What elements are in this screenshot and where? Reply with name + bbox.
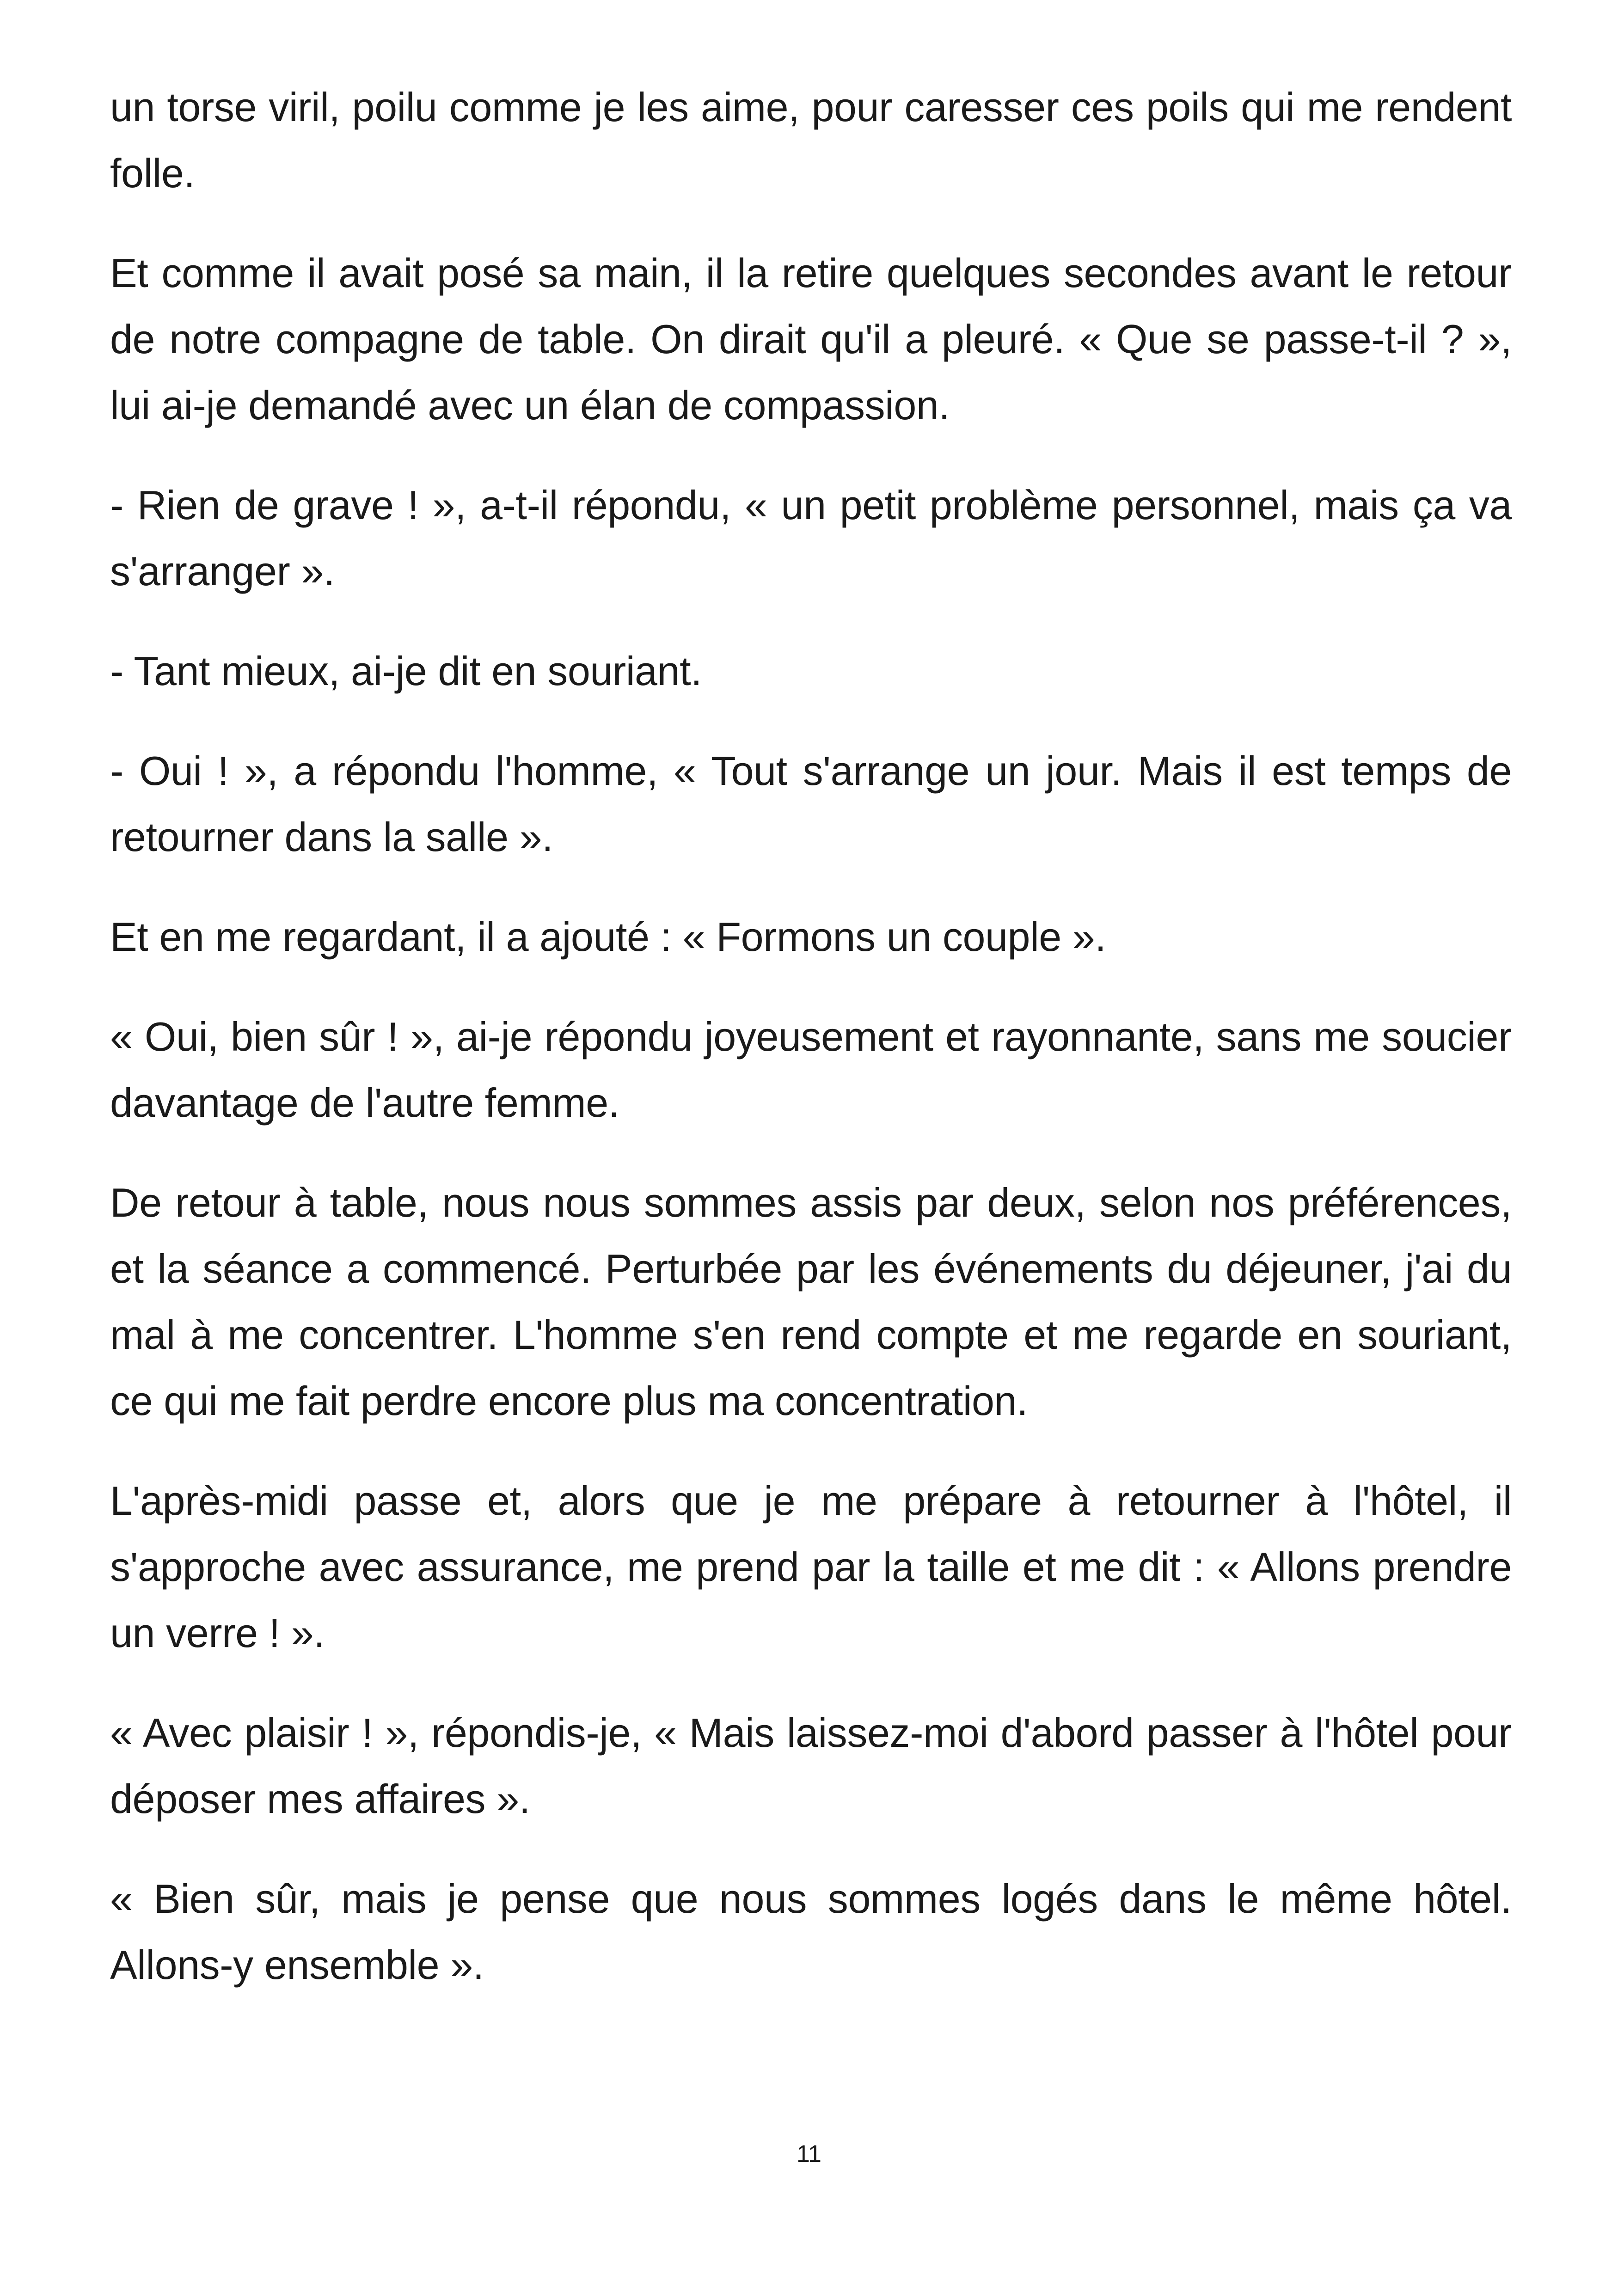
paragraph: « Oui, bien sûr ! », ai-je répondu joyeusement et rayonnante, sans me soucier davantage de l'autre femme. (110, 1014, 1512, 1126)
paragraph: - Rien de grave ! », a-t-il répondu, « un petit problème personnel, mais ça va s'arranger ». (110, 482, 1512, 594)
paragraph: De retour à table, nous nous sommes assis par deux, selon nos préférences, et la séance a commencé. Perturbée par les événements du déjeuner, j'ai du mal à me concentrer. L'homme s'en rend compte et me regarde en souriant, ce qui me fait perdre encore plus ma concentration. (110, 1180, 1512, 1424)
paragraph: « Bien sûr, mais je pense que nous sommes logés dans le même hôtel. Allons-y ensemble ». (110, 1876, 1512, 1988)
paragraph: « Avec plaisir ! », répondis-je, « Mais laissez-moi d'abord passer à l'hôtel pour déposer mes affaires ». (110, 1710, 1512, 1822)
paragraph: Et comme il avait posé sa main, il la retire quelques secondes avant le retour de notre compagne de table. On dirait qu'il a pleuré. « Que se passe-t-il ? », lui ai-je demandé avec un élan de compassion. (110, 250, 1512, 428)
paragraph: - Oui ! », a répondu l'homme, « Tout s'arrange un jour. Mais il est temps de retourner dans la salle ». (110, 748, 1512, 860)
paragraph: - Tant mieux, ai-je dit en souriant. (110, 648, 702, 694)
paragraph: Et en me regardant, il a ajouté : « Formons un couple ». (110, 914, 1106, 960)
paragraph: un torse viril, poilu comme je les aime, pour caresser ces poils qui me rendent folle. (110, 84, 1512, 196)
page-number: 11 (797, 2141, 821, 2167)
body-text (110, 74, 1512, 2032)
paragraph: L'après-midi passe et, alors que je me prépare à retourner à l'hôtel, il s'approche avec assurance, me prend par la taille et me dit : « Allons prendre un verre ! ». (110, 1478, 1512, 1656)
